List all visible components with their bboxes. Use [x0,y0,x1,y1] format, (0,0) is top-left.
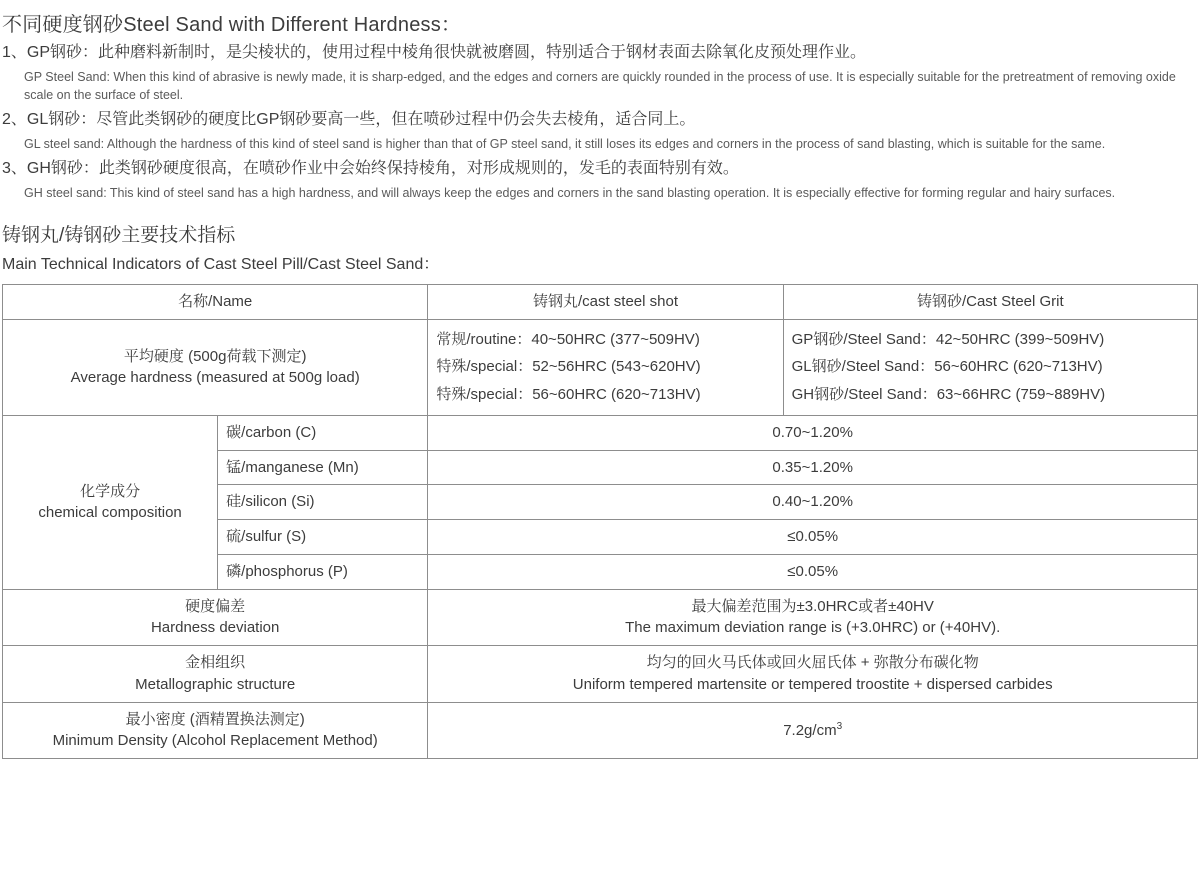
chemical-label [3,415,218,589]
table-row [3,646,1198,703]
hardness-grit-line: GL钢砂/Steel Sand：56~60HRC (620~713HV) [791,358,1103,376]
chemical-label-cn: 化学成分 [80,482,141,500]
metallographic-label [3,646,428,703]
list-item [0,155,1200,204]
hardness-shot-line: 常规/routine：40~50HRC (377~509HV) [436,330,700,348]
density-value [428,702,1198,759]
metallographic-label-cn: 金相组织 [185,654,246,672]
list-item-en: GP Steel Sand: When this kind of abrasive is newly made, it is sharp-edged, and the edges and corners are quickly rounded in the process of use. It is especially suitable for the pretreatment of removing oxide scale on the surface of steel. [24,69,1176,102]
hardness-grit-values [783,319,1197,415]
chemical-row-value: 0.35~1.20% [428,450,1198,485]
deviation-value [428,589,1198,646]
section-title [0,0,1200,39]
hardness-label [3,319,428,415]
chemical-row-value: ≤0.05% [428,520,1198,555]
density-value-text: 7.2g/cm [783,721,837,739]
hardness-label-en: Average hardness (measured at 500g load) [70,369,360,387]
list-item-cn: 3、GH钢砂：此类钢砂硬度很高，在喷砂作业中会始终保持棱角，对形成规则的，发毛的表面特别有效。 [2,159,739,177]
hardness-shot-line: 特殊/special：56~60HRC (620~713HV) [436,386,701,404]
list-item [0,106,1200,155]
list-item-en: GH steel sand: This kind of steel sand has a high hardness, and will always keep the edges and corners in the sand blasting operation. It is especially effective for forming regular and hairy surfaces. [24,185,1116,200]
hardness-shot-line: 特殊/special：52~56HRC (543~620HV) [436,358,701,376]
hardness-grit-line: GH钢砂/Steel Sand：63~66HRC (759~889HV) [791,386,1106,404]
table-row [3,589,1198,646]
list-item [0,39,1200,106]
spec-title-cn: 铸钢丸/铸钢砂主要技术指标 [2,224,236,246]
metallographic-value-en: Uniform tempered martensite or tempered troostite + dispersed carbides [572,675,1053,693]
section-title-en: Steel Sand with Different Hardness： [123,14,462,36]
list-item-en: GL steel sand: Although the hardness of this kind of steel sand is higher than that of GP steel sand, it still loses its edges and corners in the process of sand blasting, which is suitable for the same. [24,136,1106,151]
chemical-label-en: chemical composition [38,504,182,522]
list-item-cn: 1、GP钢砂：此种磨料新制时，是尖棱状的，使用过程中棱角很快就被磨圆，特别适合于钢材表面去除氧化皮预处理作业。 [2,44,867,61]
spec-table [2,284,1198,759]
chemical-row-name: 硫/sulfur (S) [218,520,428,555]
table-row [3,702,1198,759]
density-label-cn: 最小密度 (酒精置换法测定) [125,710,305,728]
deviation-label-en: Hardness deviation [150,619,280,637]
deviation-value-en: The maximum deviation range is (+3.0HRC) or (+40HV). [625,619,1001,637]
header-name: 名称/Name [3,284,428,319]
header-shot: 铸钢丸/cast steel shot [428,284,783,319]
hardness-label-cn: 平均硬度 (500g荷载下测定) [123,347,307,365]
table-row [3,319,1198,415]
chemical-row-name: 硅/silicon (Si) [218,485,428,520]
chemical-row-name: 碳/carbon (C) [218,415,428,450]
deviation-label [3,589,428,646]
list-item-cn: 2、GL钢砂：尽管此类钢砂的硬度比GP钢砂要高一些，但在喷砂过程中仍会失去棱角，适合同上。 [2,111,696,129]
spec-title-en: Main Technical Indicators of Cast Steel Pill/Cast Steel Sand： [2,255,440,273]
deviation-value-cn: 最大偏差范围为±3.0HRC或者±40HV [691,597,934,615]
metallographic-label-en: Metallographic structure [135,675,296,693]
density-label-en: Minimum Density (Alcohol Replacement Method) [52,732,378,750]
chemical-row-value: 0.40~1.20% [428,485,1198,520]
table-row [3,415,1198,450]
deviation-label-cn: 硬度偏差 [185,597,246,615]
hardness-grit-line: GP钢砂/Steel Sand：42~50HRC (399~509HV) [791,330,1105,348]
chemical-row-value: ≤0.05% [428,554,1198,589]
metallographic-value [428,646,1198,703]
header-grit: 铸钢砂/Cast Steel Grit [783,284,1197,319]
density-label [3,702,428,759]
hardness-shot-values [428,319,783,415]
chemical-row-value: 0.70~1.20% [428,415,1198,450]
section-title-cn: 不同硬度钢砂 [2,14,124,36]
chemical-row-name: 磷/phosphorus (P) [218,554,428,589]
table-row [3,284,1198,319]
density-value-sup: 3 [836,720,843,732]
chemical-row-name: 锰/manganese (Mn) [218,450,428,485]
metallographic-value-cn: 均匀的回火马氏体或回火屈氏体 + 弥散分布碳化物 [646,654,979,672]
